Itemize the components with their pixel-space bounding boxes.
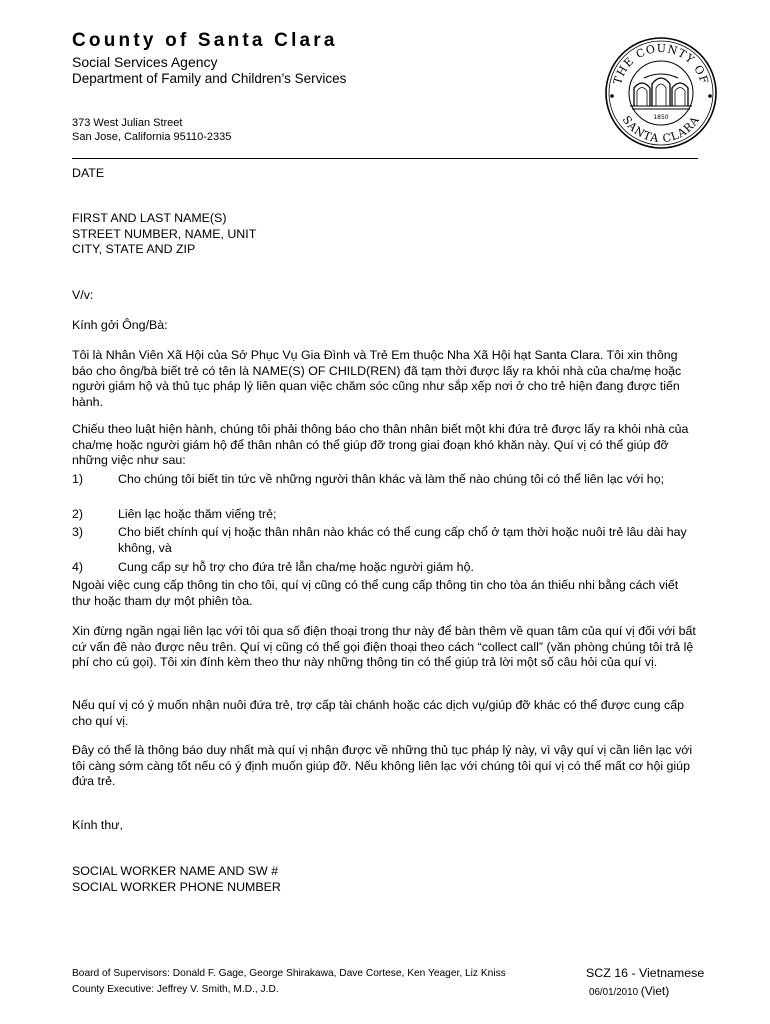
recipient-city: CITY, STATE AND ZIP — [72, 242, 196, 256]
list-item-number: 4) — [72, 560, 84, 574]
list-item-number: 3) — [72, 525, 84, 539]
recipient-street: STREET NUMBER, NAME, UNIT — [72, 226, 257, 241]
svg-text:1850: 1850 — [653, 114, 669, 121]
form-id: SCZ 16 - Vietnamese — [586, 966, 705, 980]
salutation: Kính gởi Ông/Bà: — [72, 318, 168, 332]
closing: Kính thư, — [72, 818, 124, 832]
paragraph-urgency: Đây có thể là thông báo duy nhất mà quí vị nhận được về những thủ tục pháp lý này, vì vậy quí vị cần liên lạc với tôi càng sớm càng tốt nếu có ý định muốn giúp đỡ. Nếu không liên lạc với chúng tôi quí vị có thể mất cơ hội giúp đứa trẻ. — [72, 743, 693, 788]
svg-text:SANTA CLARA: SANTA CLARA — [619, 113, 703, 146]
county-seal — [604, 36, 718, 150]
agency-name: Social Services Agency — [72, 54, 218, 70]
footer-board: Board of Supervisors: Donald F. Gage, George Shirakawa, Dave Cortese, Ken Yeager, Liz Kniss — [72, 968, 506, 979]
county-title: County of Santa Clara — [72, 30, 338, 51]
signature-phone: SOCIAL WORKER PHONE NUMBER — [72, 880, 281, 894]
paragraph-court: Ngoài việc cung cấp thông tin cho tôi, quí vị cũng có thể cung cấp thông tin cho tòa án thiếu nhi bằng cách viết thư hoặc tham dự một phiên tòa. — [72, 578, 679, 608]
recipient-name: FIRST AND LAST NAME(S) — [72, 211, 227, 225]
signature-name: SOCIAL WORKER NAME AND SW # — [72, 864, 279, 878]
form-language: (Viet) — [640, 984, 670, 998]
paragraph-law: Chiếu theo luật hiện hành, chúng tôi phải thông báo cho thân nhân biết một khi đứa trẻ được lấy ra khỏi nhà của cha/mẹ hoặc người giám hộ để thân nhân có thể giúp đỡ trong giai đoạn khó khăn này. Quí vị có thể giúp đỡ những việc như sau: — [72, 422, 689, 467]
list-item: Liên lạc hoặc thăm viếng trẻ; — [118, 507, 277, 521]
footer-executive: County Executive: Jeffrey V. Smith, M.D., J.D. — [72, 984, 279, 995]
form-date: 06/01/2010 — [589, 987, 639, 998]
list-item: Cung cấp sự hỗ trợ cho đứa trẻ lẫn cha/mẹ hoặc người giám hộ. — [118, 560, 474, 574]
list-item: Cho chúng tôi biết tin tức về những người thân khác và làm thế nào chúng tôi có thể liên lạc với họ; — [118, 472, 665, 486]
list-item-number: 2) — [72, 507, 84, 521]
paragraph-adoption: Nếu quí vị có ý muốn nhận nuôi đứa trẻ, trợ cấp tài chánh hoặc các dịch vụ/giúp đỡ khác có thể được cung cấp cho quí vị. — [72, 698, 684, 728]
paragraph-intro: Tôi là Nhân Viên Xã Hội của Sở Phục Vụ Gia Đình và Trẻ Em thuộc Nha Xã Hội hạt Santa Clara. Tôi xin thông báo cho ông/bà biết trẻ có tên là NAME(S) OF CHILD(REN) đã tạm thời được lấy ra khỏi nhà của cha/mẹ hoặc người giám hộ và thủ tục pháp lý liên quan việc chăm sóc cũng như sắp xếp nơi ở cho trẻ hiện đang được tiến hành. — [72, 348, 682, 409]
paragraph-contact: Xin đừng ngần ngại liên lạc với tôi qua số điện thoại trong thư này để bàn thêm về quan tâm của quí vị đối với bất cứ vấn đề nào được nêu trên. Quí vị cũng có thể gọi điện thoại theo cách “collect call” (văn phòng chúng tôi trả lệ phí cho cú gọi). Tôi xin đính kèm theo thư này những thông tin có thể giúp trả lời một số câu hỏi của quí vị. — [72, 624, 696, 669]
address-street: 373 West Julian Street — [72, 117, 183, 129]
list-item-number: 1) — [72, 472, 84, 486]
header-divider — [72, 158, 698, 159]
department-name: Department of Family and Children’s Services — [72, 71, 347, 86]
form-date-block — [589, 984, 669, 998]
date-placeholder: DATE — [72, 166, 105, 180]
subject-line: V/v: — [72, 288, 94, 302]
address-city: San Jose, California 95110-2335 — [72, 131, 232, 143]
list-item: Cho biết chính quí vị hoặc thân nhân nào khác có thể cung cấp chổ ở tạm thời hoặc nuôi trẻ lâu dài hay không, và — [118, 525, 687, 555]
svg-text:THE COUNTY OF: THE COUNTY OF — [611, 41, 712, 86]
